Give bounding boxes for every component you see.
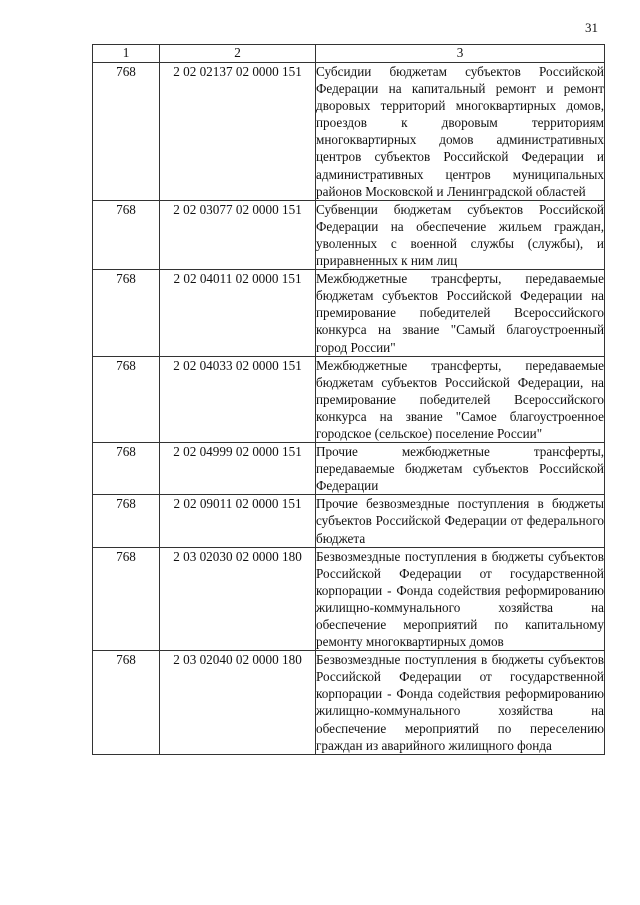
table-row xyxy=(93,356,605,442)
revenue-name-cell: Межбюджетные трансферты, передаваемые бюджетам субъектов Российской Федерации, на премирование победителей Всероссийского конкурса на звание "Самое благоустроенное городское (сельское) поселение России" xyxy=(316,357,604,441)
revenue-name-cell: Субвенции бюджетам субъектов Российской Федерации на обеспечение жильем граждан, уволенных с военной службы (службы), и приравненных к ним лиц xyxy=(316,201,604,269)
budget-code-cell: 2 02 02137 02 0000 151 xyxy=(160,63,316,201)
table-row xyxy=(93,495,605,547)
table-row xyxy=(93,547,605,651)
budget-code-cell: 2 03 02040 02 0000 180 xyxy=(160,651,316,755)
admin-code-cell: 768 xyxy=(93,63,160,201)
revenue-name-cell: Безвозмездные поступления в бюджеты субъектов Российской Федерации от государственной корпорации - Фонда содействия реформированию жилищно-коммунального хозяйства на обеспечение мероприятий по капитальному ремонту многоквартирных домов xyxy=(316,548,604,650)
admin-code-cell: 768 xyxy=(93,200,160,269)
admin-code-cell: 768 xyxy=(93,495,160,547)
column-header-3: 3 xyxy=(316,45,605,63)
budget-code-cell: 2 02 04999 02 0000 151 xyxy=(160,443,316,495)
header-row xyxy=(93,45,605,63)
admin-code-cell: 768 xyxy=(93,270,160,356)
page-number: 31 xyxy=(585,20,598,35)
column-header-2: 2 xyxy=(160,45,316,63)
admin-code-cell: 768 xyxy=(93,547,160,651)
table-body xyxy=(93,63,605,755)
revenue-name-cell: Безвозмездные поступления в бюджеты субъектов Российской Федерации от государственной корпорации - Фонда содействия реформированию жилищно-коммунального хозяйства на обеспечение мероприятий по переселению граждан из аварийного жилищного фонда xyxy=(316,652,604,753)
budget-code-cell: 2 02 04033 02 0000 151 xyxy=(160,356,316,442)
revenue-name-cell: Прочие межбюджетные трансферты, передаваемые бюджетам субъектов Российской Федерации xyxy=(316,444,604,494)
table-header xyxy=(93,45,605,63)
admin-code-cell: 768 xyxy=(93,651,160,755)
revenue-codes-table xyxy=(92,44,605,755)
column-header-1: 1 xyxy=(93,45,160,63)
table-row xyxy=(93,443,605,495)
budget-code-cell: 2 03 02030 02 0000 180 xyxy=(160,547,316,651)
budget-code-cell: 2 02 09011 02 0000 151 xyxy=(160,495,316,547)
table-row xyxy=(93,200,605,269)
table-row xyxy=(93,270,605,356)
budget-code-cell: 2 02 03077 02 0000 151 xyxy=(160,200,316,269)
admin-code-cell: 768 xyxy=(93,356,160,442)
revenue-name-cell: Межбюджетные трансферты, передаваемые бюджетам субъектов Российской Федерации на премирование победителей Всероссийского конкурса на звание "Самый благоустроенный город России" xyxy=(316,271,604,355)
table-row xyxy=(93,63,605,201)
table-row xyxy=(93,651,605,755)
budget-code-cell: 2 02 04011 02 0000 151 xyxy=(160,270,316,356)
revenue-name-cell: Прочие безвозмездные поступления в бюджеты субъектов Российской Федерации от федерального бюджета xyxy=(316,496,604,546)
revenue-name-cell: Субсидии бюджетам субъектов Российской Федерации на капитальный ремонт и ремонт дворовых территорий многоквартирных домов, проездов к дворовым территориям многоквартирных домов административных центров субъектов Российской Федерации и административных центров муниципальных районов Московской и Ленинградской областей xyxy=(316,64,604,199)
admin-code-cell: 768 xyxy=(93,443,160,495)
